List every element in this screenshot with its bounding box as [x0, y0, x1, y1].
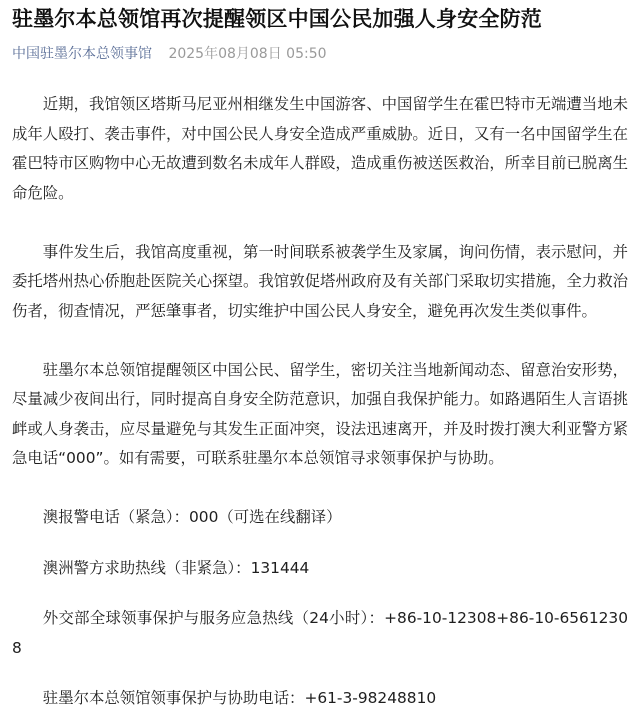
paragraph-incident: 近期，我馆领区塔斯马尼亚州相继发生中国游客、中国留学生在霍巴特市无端遭当地未成年人殴打、袭击事件，对中国公民人身安全造成严重威胁。近日，又有一名中国留学生在霍巴特市区购物中心无故遭到数名未成年人群殴，造成重伤被送医救治，所幸目前已脱离生命危险。 — [12, 95, 628, 202]
publish-time: 05:50 — [286, 46, 327, 62]
article-meta — [12, 44, 628, 64]
article-title: 驻墨尔本总领馆再次提醒领区中国公民加强人身安全防范 — [12, 7, 542, 31]
publish-date: 2025年08月08日 — [168, 46, 282, 62]
publish-datetime — [168, 46, 326, 62]
contact-emergency-police: 澳报警电话（紧急）：000（可选在线翻译） — [42, 508, 342, 526]
contact-mfa-hotline: 外交部全球领事保护与服务应急热线（24小时）：+86-10-12308+86-10-65612308 — [12, 609, 628, 657]
source-account-link[interactable]: 中国驻墨尔本总领事馆 — [12, 46, 152, 62]
paragraph-reminder: 驻墨尔本总领馆提醒领区中国公民、留学生，密切关注当地新闻动态、留意治安形势，尽量减少夜间出行，同时提高自身安全防范意识，加强自我保护能力。如路遇陌生人言语挑衅或人身袭击，应尽量避免与其发生正面冲突，设法迅速离开，并及时拨打澳大利亚警方紧急电话“000”。如有需要，可联系驻墨尔本总领馆寻求领事保护与协助。 — [12, 360, 628, 467]
article-body — [12, 90, 628, 714]
contact-non-emergency-police: 澳洲警方求助热线（非紧急）：131444 — [42, 558, 310, 577]
contact-consulate-phone: 驻墨尔本总领馆领事保护与协助电话：+61-3-98248810 — [42, 689, 437, 707]
paragraph-response: 事件发生后，我馆高度重视，第一时间联系被袭学生及家属，询问伤情，表示慰问，并委托塔州热心侨胞赴医院关心探望。我馆敦促塔州政府及有关部门采取切实措施，全力救治伤者，彻查情况，严惩肇事者，切实维护中国公民人身安全，避免再次发生类似事件。 — [12, 242, 628, 320]
